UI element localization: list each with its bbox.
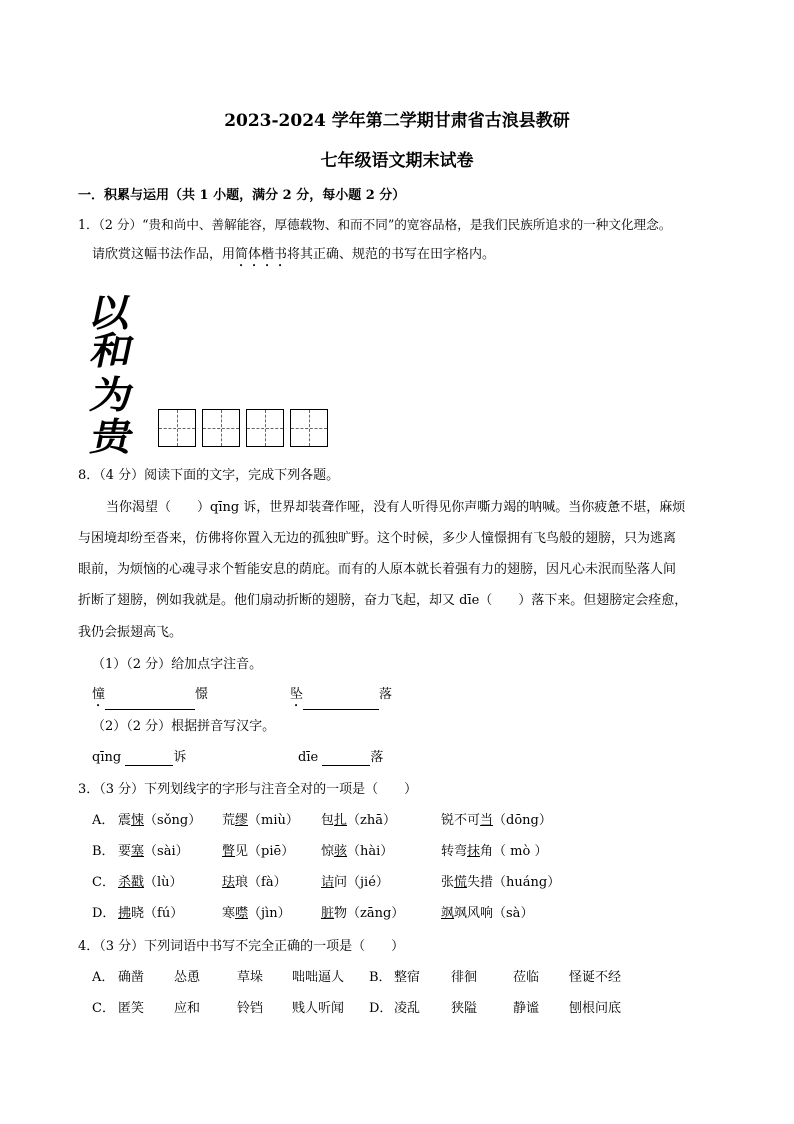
q3-option-item xyxy=(321,905,404,922)
item-suffix: 角（ mò ） xyxy=(480,844,548,859)
calligraphy-char-1: 以 xyxy=(84,290,137,335)
item-suffix: 琅（fà） xyxy=(235,875,287,890)
answer-blank[interactable] xyxy=(303,696,379,710)
tianzige-box-2[interactable] xyxy=(202,409,240,447)
underlined-char: 珐 xyxy=(222,875,236,890)
q3-option-item xyxy=(118,874,183,891)
calligraphy-char-3: 为 xyxy=(86,372,139,417)
calligraphy-char-4: 贵 xyxy=(86,414,139,459)
page-title-line1: 2023-2024 学年第二学期甘肃省古浪县教研 xyxy=(224,111,570,131)
q4-d-word: 静谧 xyxy=(513,1001,540,1016)
item-suffix: （dōng） xyxy=(493,813,552,828)
tianzige-box-4[interactable] xyxy=(290,409,328,447)
underlined-char: 塞 xyxy=(131,844,145,859)
q4-d-word: 狭隘 xyxy=(451,1001,478,1016)
q8-stem: 8．（4 分）阅读下面的文字，完成下列各题。 xyxy=(78,468,340,483)
item-prefix: 要 xyxy=(118,844,132,859)
underlined-char: 抹 xyxy=(467,844,481,859)
q3-option-item xyxy=(441,905,533,922)
item-suffix: 飒风响（sà） xyxy=(454,906,534,921)
q8-paragraph-line1: 当你渴望（ ）qīng 诉，世界却装聋作哑，没有人听得见你声嘶力竭的呐喊。当你疲惫不堪，麻烦 xyxy=(106,500,686,515)
q4-a-word: 咄咄逼人 xyxy=(292,970,345,985)
q1-line2-post: 将其正确、规范的书写在田字格内。 xyxy=(287,247,496,262)
item-prefix: 震 xyxy=(118,813,132,828)
item-suffix: （lù） xyxy=(144,875,183,890)
item-suffix: 晓（fú） xyxy=(131,906,184,921)
q4-a-word: 草垛 xyxy=(237,970,264,985)
item-prefix: 锐不可 xyxy=(441,813,481,828)
q4-option-c[interactable]: C． xyxy=(92,1001,115,1016)
q4-c-word: 铃铛 xyxy=(237,1001,264,1016)
item-suffix: 问（jié） xyxy=(334,875,389,890)
q8-paragraph-line4: 折断了翅膀，例如我就是。他们扇动折断的翅膀，奋力飞起，却又 dīe（ ）落下来。但翅膀定会痊愈， xyxy=(78,593,688,608)
q4-option-b[interactable]: B． xyxy=(369,970,392,985)
q3-option-item xyxy=(222,812,299,829)
q4-a-word: 确凿 xyxy=(118,970,145,985)
underlined-char: 瞥 xyxy=(222,844,236,859)
item-suffix: （sài） xyxy=(144,844,189,859)
q3-option-item xyxy=(321,843,393,860)
underlined-char: 拂 xyxy=(118,906,132,921)
underlined-char: 悚 xyxy=(131,813,145,828)
q3-option-label[interactable]: B． xyxy=(92,844,115,859)
dotted-char: 坠 xyxy=(290,687,304,702)
q1-line2 xyxy=(92,246,495,270)
q4-b-word: 莅临 xyxy=(513,970,540,985)
tianzige-box-1[interactable] xyxy=(158,409,196,447)
q3-option-label[interactable]: D． xyxy=(92,906,116,921)
q4-b-word: 整宿 xyxy=(394,970,421,985)
answer-blank[interactable] xyxy=(322,752,370,766)
item-prefix: 寒 xyxy=(222,906,236,921)
underlined-char: 噤 xyxy=(235,906,249,921)
page-title-line2: 七年级语文期末试卷 xyxy=(320,151,474,171)
item-prefix: 包 xyxy=(321,813,335,828)
q1-line2-dotted: 简体楷书 xyxy=(235,247,288,262)
underlined-char: 脏 xyxy=(321,906,335,921)
tianzige-box-3[interactable] xyxy=(246,409,284,447)
item-suffix: 失措（huáng） xyxy=(467,875,561,890)
calligraphy-char-2: 和 xyxy=(86,328,139,373)
answer-blank[interactable] xyxy=(105,696,195,710)
underlined-char: 杀戳 xyxy=(118,875,145,890)
item-suffix: （zhā） xyxy=(347,813,397,828)
underlined-char: 飒 xyxy=(441,906,455,921)
q4-d-word: 刨根问底 xyxy=(569,1001,622,1016)
q3-option-item xyxy=(118,905,183,922)
q1-line2-pre: 请欣赏这幅书法作品，用 xyxy=(92,247,236,262)
item-prefix: 荒 xyxy=(222,813,236,828)
q3-option-item xyxy=(441,874,560,891)
dotted-char: 憧 xyxy=(92,687,106,702)
item-suffix: 物（zāng） xyxy=(334,906,405,921)
q3-option-label[interactable]: C． xyxy=(92,875,115,890)
q8-sub1-item-b: 坠 落 xyxy=(290,686,392,710)
q4-a-word: 怂恿 xyxy=(174,970,201,985)
q3-option-item xyxy=(441,843,547,860)
q8-sub1-item-a: 憧 憬 xyxy=(92,686,208,710)
q8-paragraph-line5: 我仍会振翅高飞。 xyxy=(78,625,183,640)
q3-option-item xyxy=(321,812,396,829)
q4-c-word: 应和 xyxy=(174,1001,201,1016)
underlined-char: 当 xyxy=(480,813,494,828)
underlined-char: 诘 xyxy=(321,875,335,890)
section-heading: 一．积累与运用（共 1 小题，满分 2 分，每小题 2 分） xyxy=(78,188,406,203)
underlined-char: 慌 xyxy=(454,875,468,890)
item-suffix: 见（piē） xyxy=(235,844,295,859)
q3-option-item xyxy=(222,843,294,860)
q4-option-d[interactable]: D． xyxy=(369,1001,393,1016)
item-prefix: 惊 xyxy=(321,844,335,859)
item-prefix: 转弯 xyxy=(441,844,468,859)
q3-stem: 3．（3 分）下列划线字的字形与注音全对的一项是（ ） xyxy=(78,782,418,797)
q3-option-label[interactable]: A． xyxy=(92,813,115,828)
item-prefix: 张 xyxy=(441,875,455,890)
q8-sub2: （2）（2 分）根据拼音写汉字。 xyxy=(92,719,276,734)
underlined-char: 扎 xyxy=(334,813,348,828)
q4-b-word: 怪诞不经 xyxy=(569,970,622,985)
q4-d-word: 凌乱 xyxy=(394,1001,421,1016)
q1-line1: 1．（2 分）“贵和尚中、善解能容，厚德载物、和而不同”的宽容品格，是我们民族所追求的一种文化理念。 xyxy=(78,217,672,232)
q8-paragraph-line2: 与困境却纷至沓来，仿佛将你置入无边的孤独旷野。这个时候，多少人憧憬拥有飞鸟般的翅膀，只为逃离 xyxy=(78,531,677,546)
calligraphy-artwork xyxy=(84,282,148,459)
underlined-char: 缪 xyxy=(235,813,249,828)
q4-stem: 4．（3 分）下列词语中书写不完全正确的一项是（ ） xyxy=(78,939,405,954)
q8-paragraph-line3: 眼前，为烦恼的心魂寻求个暂能安息的荫庇。而有的人原本就长着强有力的翅膀，因凡心未泯而坠落人间 xyxy=(78,562,677,577)
item-suffix: （hài） xyxy=(347,844,394,859)
q8-sub2-item-a: qīng 诉 xyxy=(92,750,187,765)
answer-blank[interactable] xyxy=(125,752,173,766)
q3-option-item xyxy=(118,843,189,860)
q4-c-word: 贱人听闻 xyxy=(292,1001,345,1016)
item-suffix: （jìn） xyxy=(248,906,291,921)
q3-option-item xyxy=(222,874,287,891)
q8-sub2-item-b: dīe 落 xyxy=(298,750,384,765)
item-suffix: （miù） xyxy=(248,813,299,828)
underlined-char: 骇 xyxy=(334,844,348,859)
q8-sub1: （1）（2 分）给加点字注音。 xyxy=(92,657,263,672)
q4-c-word: 匿笑 xyxy=(118,1001,145,1016)
q3-option-item xyxy=(222,905,291,922)
q3-option-item xyxy=(321,874,389,891)
q3-option-item xyxy=(118,812,201,829)
item-suffix: （sǒng） xyxy=(144,813,202,828)
q4-b-word: 徘徊 xyxy=(451,970,478,985)
q4-option-a[interactable]: A． xyxy=(92,970,115,985)
q3-option-item xyxy=(441,812,552,829)
